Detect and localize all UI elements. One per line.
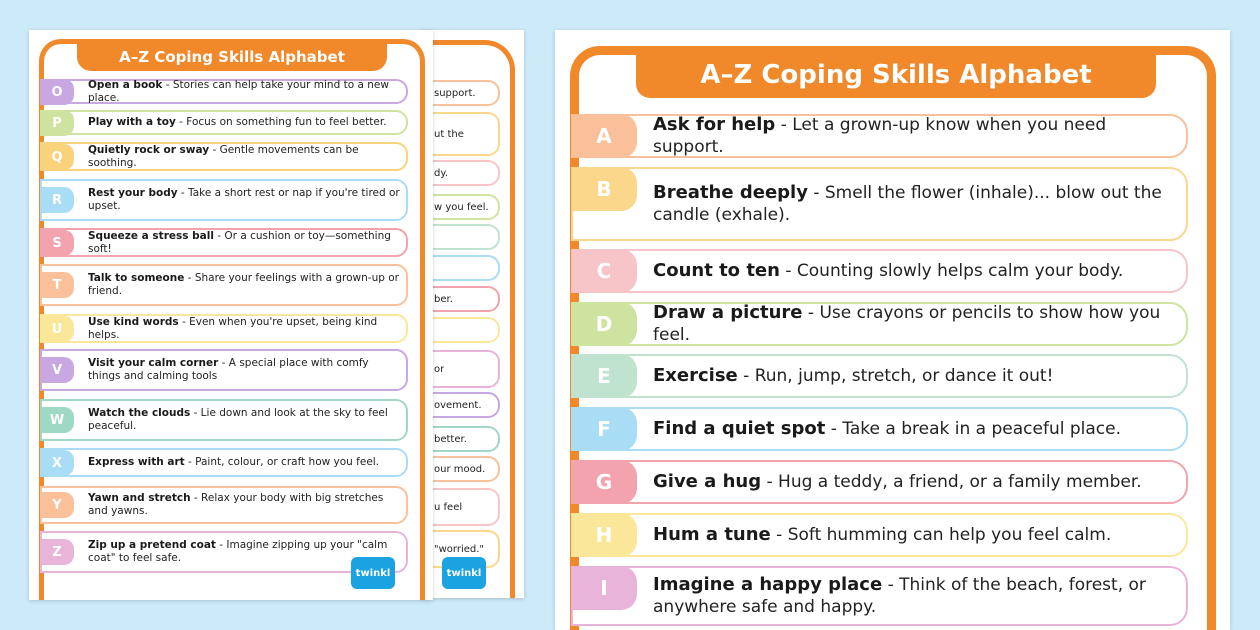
item-description: - Run, jump, stretch, or dance it out! (737, 366, 1054, 386)
item-title: Imagine a happy place (653, 574, 883, 595)
item-description: - Relax your body with big stretches and yawns. (88, 492, 384, 517)
small-title: A–Z Coping Skills Alphabet (77, 43, 387, 71)
large-item-g (571, 460, 1188, 504)
item-title: Find a quiet spot (653, 418, 826, 439)
letter-badge: S (40, 230, 74, 256)
item-title: Talk to someone (88, 272, 185, 284)
letter-badge: A (571, 114, 637, 158)
item-text (573, 574, 1186, 618)
letter-badge: G (571, 460, 637, 504)
large-item-c (571, 249, 1188, 293)
large-item-i (571, 566, 1188, 626)
item-title: Give a hug (653, 471, 762, 492)
letter-badge: T (40, 272, 74, 298)
item-title: Visit your calm corner (88, 357, 219, 369)
back-item-text: ut the (434, 128, 464, 140)
item-title: Yawn and stretch (88, 492, 191, 504)
letter-badge: Y (40, 492, 74, 518)
item-text (42, 230, 406, 256)
item-title: Ask for help (653, 114, 776, 135)
item-title: Watch the clouds (88, 407, 191, 419)
item-text (573, 182, 1186, 226)
item-description: - Let a grown-up know when you need support. (653, 115, 1107, 157)
letter-badge: Q (40, 144, 74, 170)
small-worksheet (29, 30, 433, 600)
item-title: Quietly rock or sway (88, 143, 210, 156)
small-item-p (40, 110, 408, 135)
back-item-text: support. (434, 87, 476, 99)
item-text (42, 144, 406, 170)
back-item-text: w you feel. (434, 201, 489, 213)
item-text (42, 407, 406, 433)
item-text (42, 456, 385, 469)
item-text (573, 471, 1156, 493)
letter-badge: H (571, 513, 637, 557)
small-item-w (40, 399, 408, 441)
item-description: - Use crayons or pencils to show how you feel. (653, 303, 1161, 345)
item-title: Exercise (653, 365, 738, 386)
letter-badge: P (40, 110, 74, 136)
small-twinkl-logo: twinkl (351, 557, 395, 589)
letter-badge: E (571, 354, 637, 398)
item-title: Breathe deeply (653, 182, 808, 203)
large-item-h (571, 513, 1188, 557)
item-title: Express with art (88, 456, 185, 468)
item-description: - Paint, colour, or craft how you feel. (184, 456, 380, 468)
item-text (42, 79, 406, 105)
small-item-t (40, 264, 408, 306)
item-text (573, 418, 1135, 440)
large-item-a (571, 114, 1188, 158)
item-description: - Smell the flower (inhale)... blow out the candle (exhale). (653, 183, 1162, 225)
item-description: - Stories can help take your mind to a new place. (88, 78, 389, 104)
large-item-f (571, 407, 1188, 451)
letter-badge: V (40, 357, 74, 383)
large-item-e (571, 354, 1188, 398)
item-text (573, 260, 1137, 282)
item-text (42, 316, 406, 342)
large-item-d (571, 302, 1188, 346)
back-item-text: "worried." (434, 543, 484, 555)
small-item-x (40, 448, 408, 477)
back-worksheet (420, 30, 524, 598)
back-twinkl-logo: twinkl (442, 557, 486, 589)
item-description: - Share your feelings with a grown-up or friend. (88, 272, 399, 297)
item-description: - Take a break in a peaceful place. (825, 419, 1121, 439)
item-text (42, 187, 406, 213)
item-title: Hum a tune (653, 524, 771, 545)
small-item-s (40, 228, 408, 257)
back-item-text: dy. (434, 167, 449, 179)
item-description: - Even when you're upset, being kind helps. (88, 315, 378, 341)
letter-badge: R (40, 187, 74, 213)
back-item-text: ber. (434, 293, 453, 305)
back-item-text: better. (434, 433, 467, 445)
large-item-b (571, 167, 1188, 241)
letter-badge: C (571, 249, 637, 293)
small-item-r (40, 179, 408, 221)
small-item-v (40, 349, 408, 391)
letter-badge: W (40, 407, 74, 433)
back-item-text: ovement. (434, 399, 482, 411)
item-title: Zip up a pretend coat (88, 539, 216, 551)
letter-badge: D (571, 302, 637, 346)
small-item-u (40, 314, 408, 343)
item-text (42, 116, 393, 129)
letter-badge: U (40, 316, 74, 342)
item-description: - A special place with comfy things and calming tools (88, 357, 369, 382)
item-text (573, 524, 1125, 546)
item-description: - Lie down and look at the sky to feel peaceful. (88, 407, 388, 432)
item-description: - Or a cushion or toy—something soft! (88, 229, 391, 255)
item-title: Rest your body (88, 187, 178, 199)
item-text (42, 357, 406, 383)
item-text (573, 114, 1186, 158)
back-item-text: our mood. (434, 463, 486, 475)
item-title: Open a book (88, 78, 163, 91)
item-title: Use kind words (88, 315, 179, 328)
item-title: Play with a toy (88, 116, 176, 128)
item-text (42, 272, 406, 298)
item-description: - Counting slowly helps calm your body. (779, 261, 1124, 281)
back-item-text: or (434, 363, 445, 375)
item-description: - Focus on something fun to feel better. (175, 116, 387, 128)
letter-badge: X (40, 450, 74, 476)
item-description: - Imagine zipping up your "calm coat" to feel safe. (88, 539, 388, 564)
small-item-y (40, 486, 408, 524)
small-item-o (40, 79, 408, 104)
letter-badge: F (571, 407, 637, 451)
letter-badge: Z (40, 539, 74, 565)
item-description: - Gentle movements can be soothing. (88, 143, 359, 169)
item-description: - Think of the beach, forest, or anywhere safe and happy. (653, 575, 1146, 617)
large-title: A–Z Coping Skills Alphabet (636, 53, 1156, 98)
item-description: - Take a short rest or nap if you're tired or upset. (88, 187, 400, 212)
large-worksheet (555, 30, 1230, 630)
small-item-q (40, 142, 408, 171)
item-text (573, 302, 1186, 346)
item-title: Draw a picture (653, 302, 803, 323)
item-text (573, 365, 1067, 387)
item-text (42, 492, 406, 518)
letter-badge: I (571, 566, 637, 610)
letter-badge: B (571, 167, 637, 211)
item-title: Count to ten (653, 260, 780, 281)
back-item-text: u feel (434, 501, 463, 513)
item-description: - Soft humming can help you feel calm. (770, 525, 1112, 545)
letter-badge: O (40, 79, 74, 105)
item-title: Squeeze a stress ball (88, 229, 214, 242)
item-description: - Hug a teddy, a friend, or a family member. (761, 472, 1142, 492)
